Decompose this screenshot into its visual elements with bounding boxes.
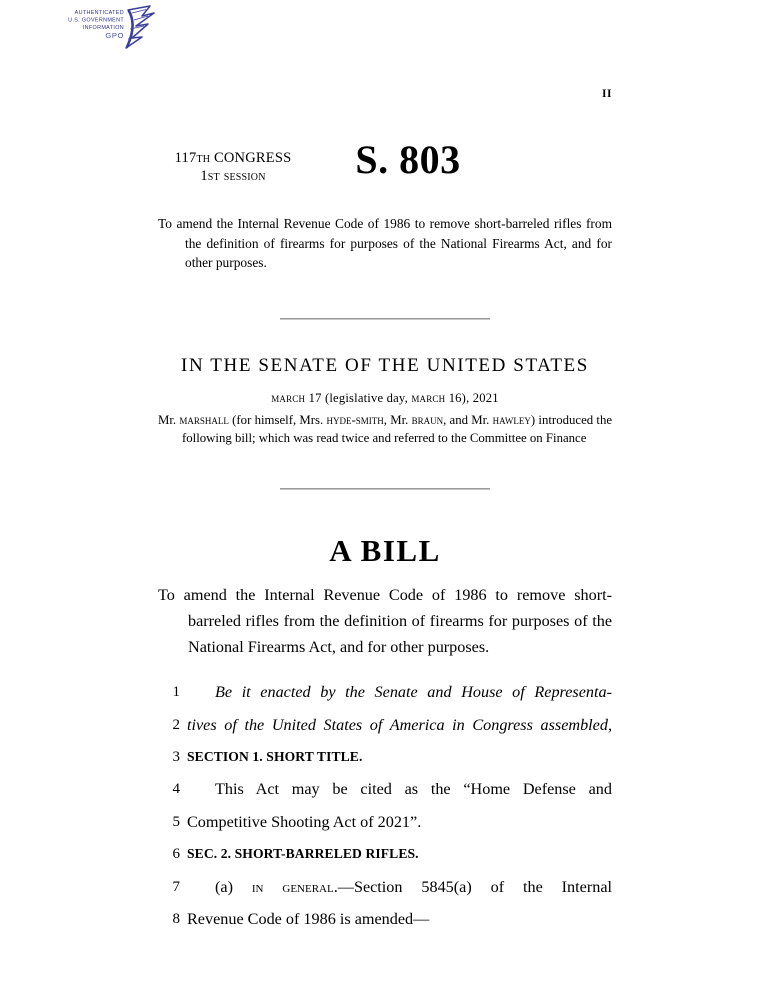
line-number: 6 [172, 846, 180, 863]
page-marker: II [602, 88, 612, 100]
action-month-1: march [271, 391, 306, 406]
line-text: This Act may be cited as the “Home Defense and [215, 780, 612, 799]
divider-rule-top [158, 307, 612, 325]
action-date [158, 391, 612, 406]
congress-suffix: th [196, 150, 211, 166]
body-line [158, 871, 612, 903]
numbered-body-lines [158, 676, 612, 935]
eagle-icon [126, 6, 154, 48]
body-line [158, 838, 612, 870]
congress-header [158, 137, 612, 192]
body-line [158, 773, 612, 805]
divider-line [280, 488, 490, 490]
line-text: Be it enacted by the Senate and House of Representa- [215, 683, 612, 702]
document-body [158, 0, 612, 935]
sponsor-marshall: marshall [179, 413, 229, 428]
seal-line-4: GPO [105, 31, 124, 41]
legislative-day-note: (legislative day, [324, 391, 408, 406]
seal-line-1: AUTHENTICATED [74, 10, 124, 16]
congress-session-block [158, 150, 308, 185]
line-number: 1 [172, 684, 180, 701]
sponsor-hyde-smith: hyde-smith [326, 413, 384, 428]
gpo-authentication-seal [62, 4, 157, 50]
line-text: Competitive Shooting Act of 2021”. [187, 812, 422, 831]
line-text: tives of the United States of America in Congress assembled, [187, 715, 612, 734]
line-number: 4 [172, 781, 180, 798]
subsection-marker: (a) [215, 877, 233, 896]
body-line [158, 903, 612, 935]
bill-preamble: To amend the Internal Revenue Code of 1986 to remove short-barreled rifles from the definition of firearms for purposes of the National Firearms Act, and for other purposes. [158, 586, 612, 656]
seal-line-3: INFORMATION [82, 24, 124, 31]
sponsor-mid-2: , Mr. [383, 413, 409, 428]
body-line [158, 806, 612, 838]
line-number: 5 [172, 813, 180, 830]
subsection-caption: in general [251, 877, 334, 896]
sponsor-suffix: ) introduced the following bill; which was read twice and referred to the Committee on Finance [182, 413, 613, 446]
congress-label [158, 150, 308, 168]
section-heading: SEC. 2. SHORT-BARRELED RIFLES. [187, 846, 419, 862]
sponsor-braun: braun [411, 413, 444, 428]
congress-ordinal: 117 [174, 150, 197, 166]
congress-word: CONGRESS [214, 150, 292, 166]
bill-long-title: To amend the Internal Revenue Code of 1986 to remove short-barreled rifles from the definition of firearms for purposes of the National Firearms Act, and for other purposes. [158, 216, 612, 271]
line-text: Revenue Code of 1986 is amended— [187, 909, 430, 928]
line-number: 8 [172, 910, 180, 927]
action-day-2: 16), [448, 391, 470, 406]
sponsor-hawley: hawley [492, 413, 531, 428]
body-line [158, 741, 612, 773]
action-day-1: 17 [308, 391, 322, 406]
session-ordinal: 1 [200, 167, 208, 184]
sponsor-prefix-1: Mr. [158, 413, 177, 428]
action-month-2: march [411, 391, 446, 406]
session-word: session [223, 167, 266, 184]
sponsor-mid-1: (for himself, Mrs. [232, 413, 324, 428]
line-number: 7 [172, 878, 180, 895]
bill-title: A BILL [329, 533, 441, 569]
sponsor-mid-3: , and Mr. [443, 413, 490, 428]
action-year: 2021 [472, 391, 499, 406]
sponsor-line [158, 411, 612, 447]
session-suffix: st [207, 167, 220, 184]
line-number: 2 [172, 716, 180, 733]
divider-rule-bottom [158, 477, 612, 495]
line-number: 3 [172, 748, 180, 765]
gpo-seal-graphic [62, 4, 157, 50]
session-label [158, 168, 308, 186]
seal-line-2: U.S. GOVERNMENT [68, 17, 124, 24]
bill-number: S. 803 [355, 137, 461, 182]
body-line [158, 676, 612, 708]
body-line [158, 709, 612, 741]
section-heading: SECTION 1. SHORT TITLE. [187, 748, 363, 764]
divider-line [280, 318, 490, 320]
line-text: (a) in general.—Section 5845(a) of the Internal [215, 877, 612, 896]
chamber-heading: IN THE SENATE OF THE UNITED STATES [181, 355, 589, 377]
